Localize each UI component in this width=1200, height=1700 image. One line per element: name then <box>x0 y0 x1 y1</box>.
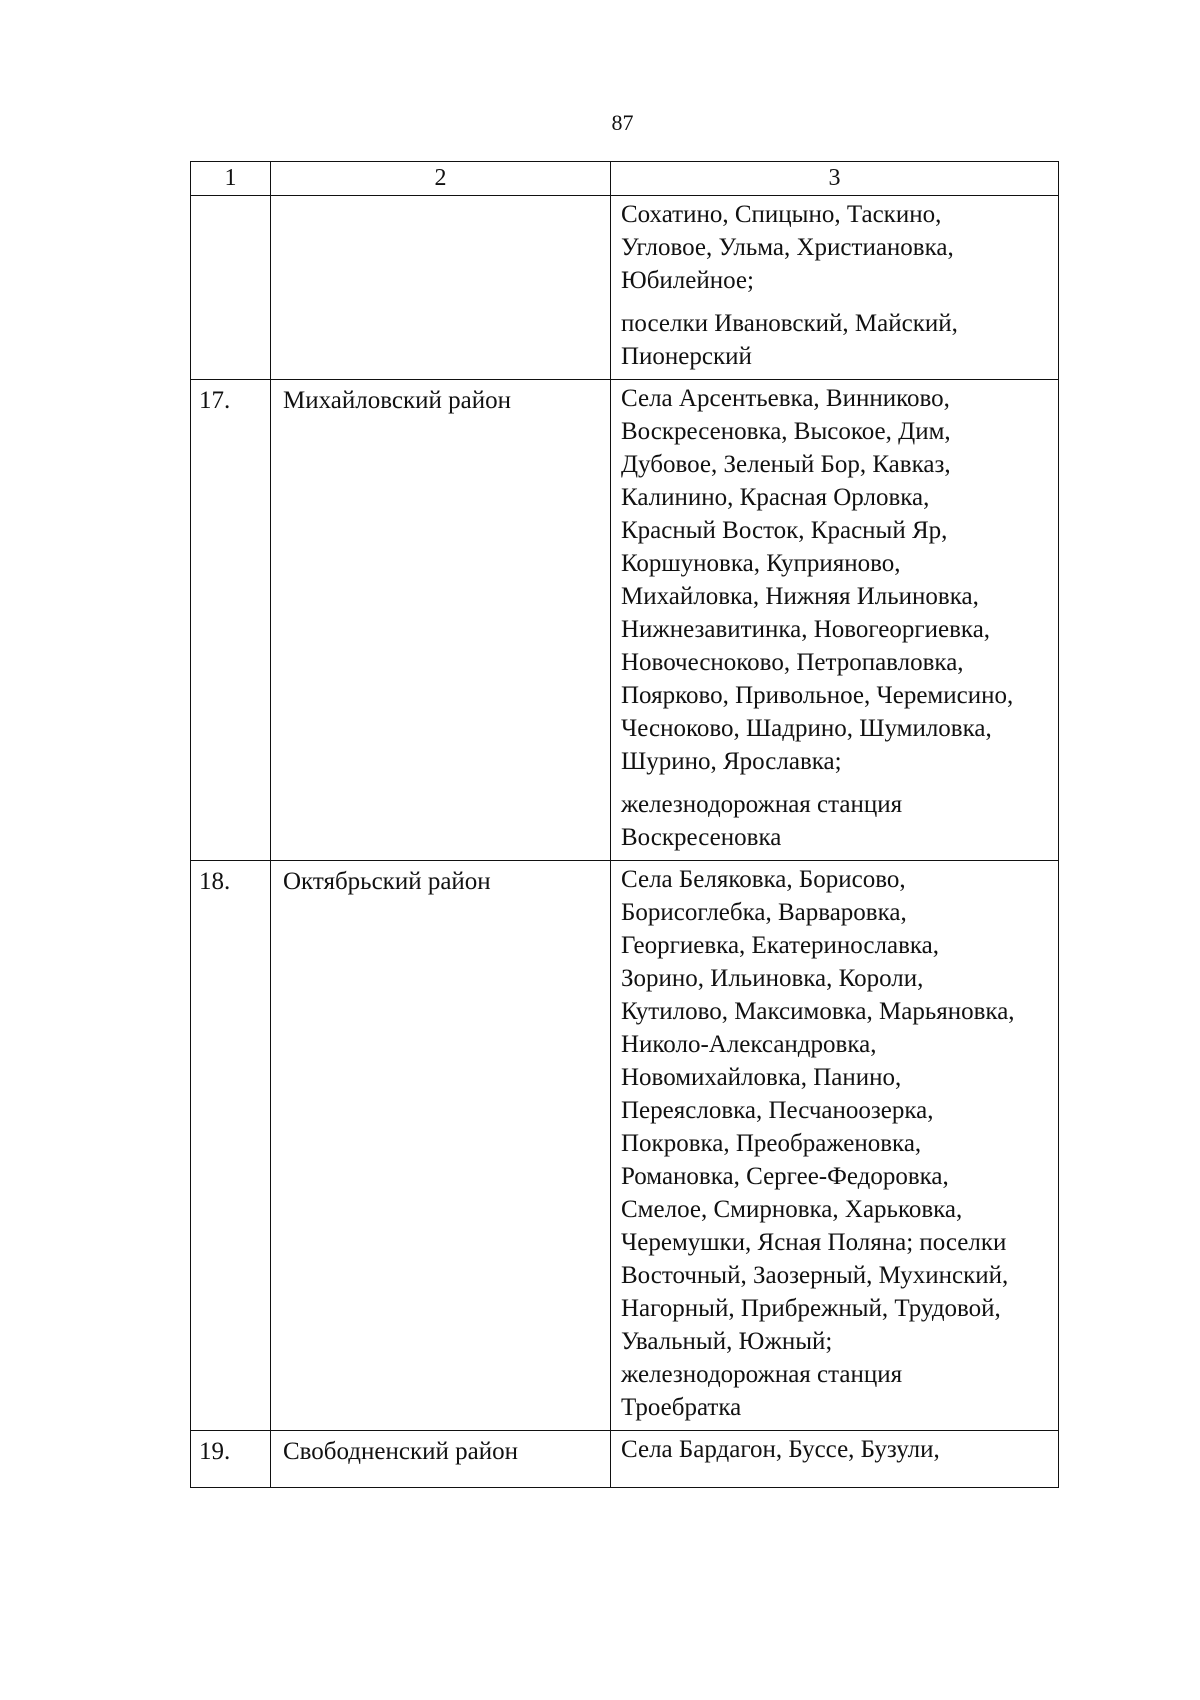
table-header-row <box>191 162 1059 196</box>
column-header: 3 <box>611 162 1059 196</box>
settlements-cell <box>611 861 1059 1431</box>
settlements-paragraph: Села Бардагон, Буссе, Бузули, <box>621 1436 940 1463</box>
settlements-cell <box>611 1431 1059 1488</box>
settlements-paragraph: поселки Ивановский, Майский, Пионерский <box>621 310 958 370</box>
row-number: 19. <box>191 1431 271 1488</box>
column-header: 1 <box>191 162 271 196</box>
row-number: 18. <box>191 861 271 1431</box>
column-header: 2 <box>271 162 611 196</box>
settlements-cell <box>611 196 1059 380</box>
settlements-paragraph: железнодорожная станция Воскресеновка <box>621 791 903 851</box>
settlements-cell <box>611 380 1059 861</box>
table-row <box>191 380 1059 861</box>
settlements-paragraph: Села Беляковка, Борисово, Борисоглебка, Варваровка, Георгиевка, Екатеринославка, Зорино, Ильиновка, Короли, Кутилово, Максимовка, Марьяновка, Николо-Александровка, Новомихайловка, Панино, Переясловка, Песчаноозерка, Покровка, Преображеновка, Романовка, Сергее-Федоровка, Смелое, Смирновка, Харьковка, Черемушки, Ясная Поляна; поселки Восточный, Заозерный, Мухинский, Нагорный, Прибрежный, Трудовой, Увальный, Южный; железнодорожная станция Троебратка <box>621 866 1015 1421</box>
settlements-table <box>190 161 1059 1488</box>
row-number: 17. <box>191 380 271 861</box>
table-row <box>191 861 1059 1431</box>
district-name: Октябрьский район <box>271 861 611 1431</box>
district-name <box>271 196 611 380</box>
district-name: Свободненский район <box>271 1431 611 1488</box>
district-name: Михайловский район <box>271 380 611 861</box>
settlements-paragraph: Сохатино, Спицыно, Таскино, Угловое, Ульма, Христиановка, Юбилейное; <box>621 201 954 294</box>
table-row <box>191 196 1059 380</box>
row-number <box>191 196 271 380</box>
table-row <box>191 1431 1059 1488</box>
page-number: 87 <box>611 110 634 135</box>
settlements-paragraph: Села Арсентьевка, Винниково, Воскресеновка, Высокое, Дим, Дубовое, Зеленый Бор, Кавказ, Калинино, Красная Орловка, Красный Восток, Красный Яр, Коршуновка, Куприяново, Михайловка, Нижняя Ильиновка, Нижнезавитинка, Новогеоргиевка, Новочесноково, Петропавловка, Поярково, Привольное, Черемисино, Чесноково, Шадрино, Шумиловка, Шурино, Ярославка; <box>621 385 1014 775</box>
